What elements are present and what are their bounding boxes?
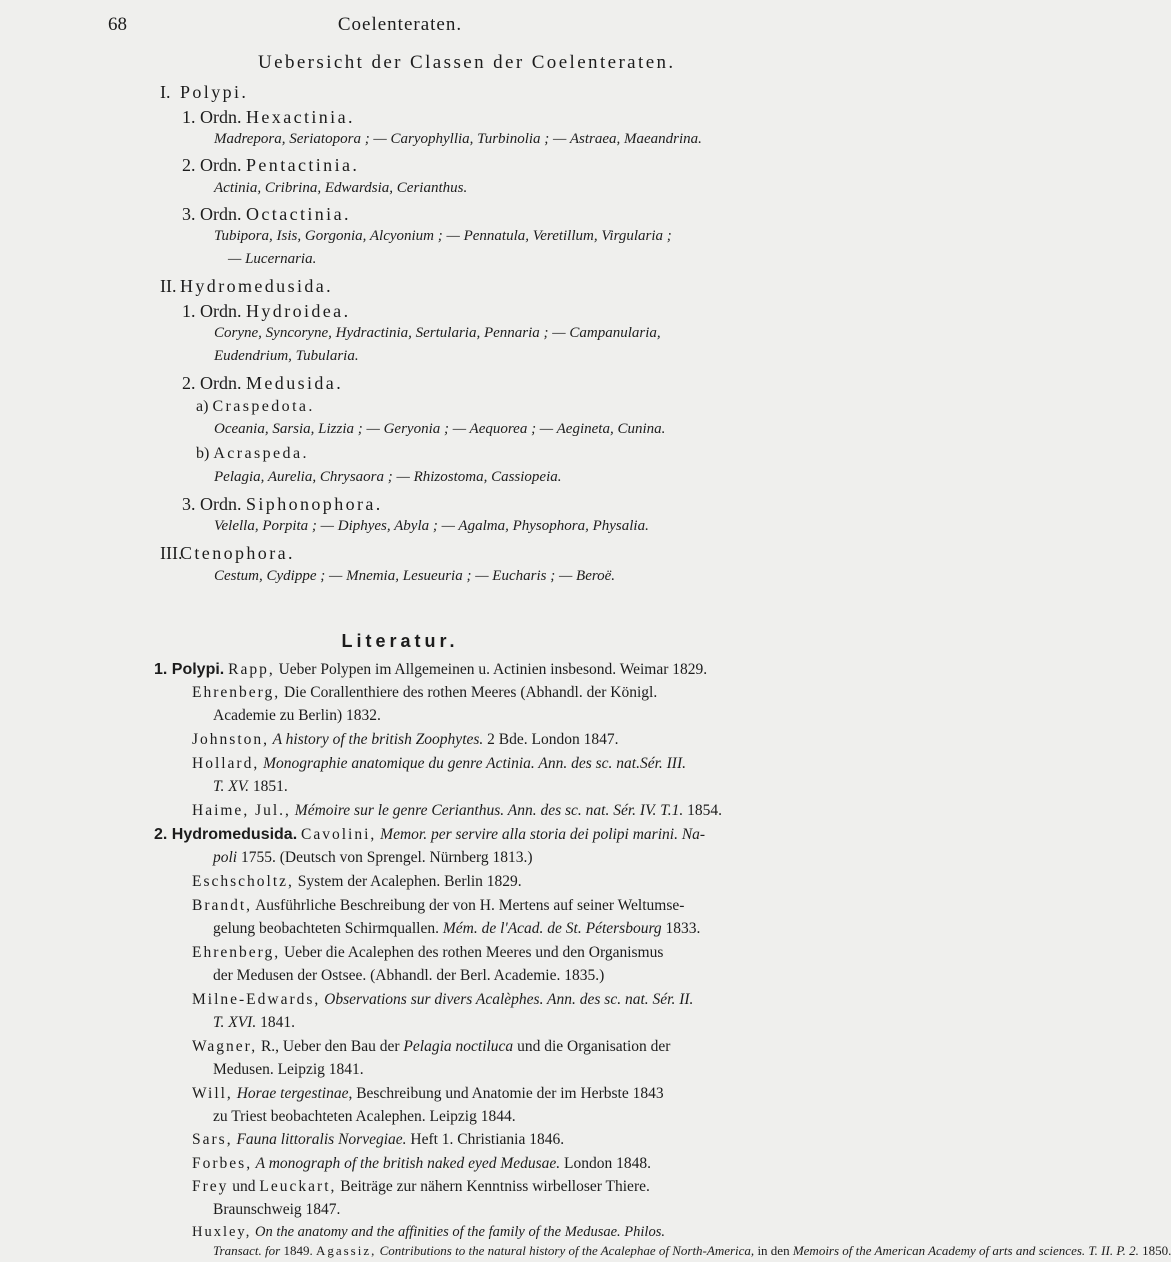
- reference-entry: Johnston, A history of the british Zoophytes. 2 Bde. London 1847.: [192, 731, 619, 748]
- reference-entry: Sars, Fauna littoralis Norvegiae. Heft 1. Christiania 1846.: [192, 1131, 565, 1148]
- order-heading: 3. Ordn. Siphonophora.: [182, 494, 383, 514]
- reference-continuation: poli 1755. (Deutsch von Sprengel. Nürnberg 1813.): [213, 849, 533, 866]
- genera-list: Actinia, Cribrina, Edwardsia, Cerianthus.: [214, 180, 468, 196]
- page-number: 68: [108, 14, 127, 35]
- genera-list: Oceania, Sarsia, Lizzia ; — Geryonia ; — Aequorea ; — Aegineta, Cunina.: [214, 421, 666, 437]
- section-label: 2. Hydromedusida.: [154, 826, 298, 843]
- reference-continuation: Medusen. Leipzig 1841.: [213, 1061, 364, 1078]
- genera-list: Cestum, Cydippe ; — Mnemia, Lesueuria ; — Eucharis ; — Beroë.: [214, 568, 616, 584]
- reference-entry: 1. Polypi. Rapp, Ueber Polypen im Allgemeinen u. Actinien insbesond. Weimar 1829.: [154, 661, 708, 678]
- reference-entry: Will, Horae tergestinae, Beschreibung und Anatomie der im Herbste 1843: [192, 1085, 664, 1102]
- reference-entry: Forbes, A monograph of the british naked eyed Medusae. London 1848.: [192, 1155, 652, 1172]
- reference-continuation: T. XV. 1851.: [213, 778, 288, 795]
- order-heading: 3. Ordn. Octactinia.: [182, 204, 351, 224]
- reference-entry: Huxley, On the anatomy and the affinities of the family of the Medusae. Philos.: [192, 1224, 665, 1240]
- genera-list: Coryne, Syncoryne, Hydractinia, Sertularia, Pennaria ; — Campanularia,: [214, 325, 661, 341]
- reference-entry: Hollard, Monographie anatomique du genre Actinia. Ann. des sc. nat.Sér. III.: [192, 755, 686, 772]
- order-heading: 2. Ordn. Medusida.: [182, 373, 344, 393]
- section-label: 1. Polypi.: [154, 661, 225, 678]
- reference-entry: Brandt, Ausführliche Beschreibung der von H. Mertens auf seiner Weltumse-: [192, 897, 685, 914]
- reference-continuation: Transact. for 1849. Agassiz, Contributions to the natural history of the Acalephae of North-America, in den Memoirs of the American Academy of arts and sciences. T. II. P. 2. 1850.: [213, 1243, 1171, 1258]
- class-heading: II. Hydromedusida.: [160, 276, 334, 296]
- reference-continuation: gelung beobachteten Schirmquallen. Mém. de l'Acad. de St. Pétersbourg 1833.: [213, 920, 701, 937]
- genera-list: Tubipora, Isis, Gorgonia, Alcyonium ; — Pennatula, Veretillum, Virgularia ;: [214, 228, 672, 244]
- reference-entry: Ehrenberg, Die Corallenthiere des rothen Meeres (Abhandl. der Königl.: [192, 684, 658, 701]
- reference-entry: Frey und Leuckart, Beiträge zur nähern Kenntniss wirbelloser Thiere.: [192, 1178, 650, 1195]
- class-heading: I. Polypi.: [160, 82, 249, 102]
- suborder-heading: a) Craspedota.: [196, 398, 315, 415]
- reference-entry: Wagner, R., Ueber den Bau der Pelagia noctiluca und die Organisation der: [192, 1038, 671, 1055]
- reference-entry: Eschscholtz, System der Acalephen. Berlin 1829.: [192, 873, 522, 890]
- reference-entry: 2. Hydromedusida. Cavolini, Memor. per servire alla storia dei polipi marini. Na-: [154, 826, 706, 843]
- suborder-heading: b) Acraspeda.: [196, 445, 309, 462]
- genera-list: Pelagia, Aurelia, Chrysaora ; — Rhizostoma, Cassiopeia.: [214, 469, 562, 485]
- reference-continuation: der Medusen der Ostsee. (Abhandl. der Berl. Academie. 1835.): [213, 967, 605, 984]
- genera-list: — Lucernaria.: [228, 251, 317, 267]
- literature-heading: Literatur.: [341, 631, 459, 651]
- genera-list: Eudendrium, Tubularia.: [214, 348, 359, 364]
- class-heading: III.Ctenophora.: [160, 543, 295, 563]
- reference-continuation: Academie zu Berlin) 1832.: [213, 707, 381, 724]
- order-heading: 1. Ordn. Hexactinia.: [182, 107, 355, 127]
- reference-entry: Ehrenberg, Ueber die Acalephen des rothen Meeres und den Organismus: [192, 944, 664, 961]
- running-title: Coelenteraten.: [337, 14, 463, 35]
- order-heading: 2. Ordn. Pentactinia.: [182, 155, 360, 175]
- reference-continuation: Braunschweig 1847.: [213, 1201, 341, 1218]
- order-heading: 1. Ordn. Hydroidea.: [182, 301, 351, 321]
- reference-entry: Haime, Jul., Mémoire sur le genre Cerianthus. Ann. des sc. nat. Sér. IV. T.1. 1854.: [192, 802, 723, 819]
- reference-entry: Milne-Edwards, Observations sur divers Acalèphes. Ann. des sc. nat. Sér. II.: [192, 991, 694, 1008]
- overview-title: Uebersicht der Classen der Coelenteraten.: [258, 52, 676, 73]
- reference-continuation: T. XVI. 1841.: [213, 1014, 295, 1031]
- genera-list: Velella, Porpita ; — Diphyes, Abyla ; — Agalma, Physophora, Physalia.: [214, 518, 649, 534]
- genera-list: Madrepora, Seriatopora ; — Caryophyllia, Turbinolia ; — Astraea, Maeandrina.: [214, 131, 702, 147]
- page-header: [0, 14, 800, 44]
- reference-continuation: zu Triest beobachteten Acalephen. Leipzig 1844.: [213, 1108, 516, 1125]
